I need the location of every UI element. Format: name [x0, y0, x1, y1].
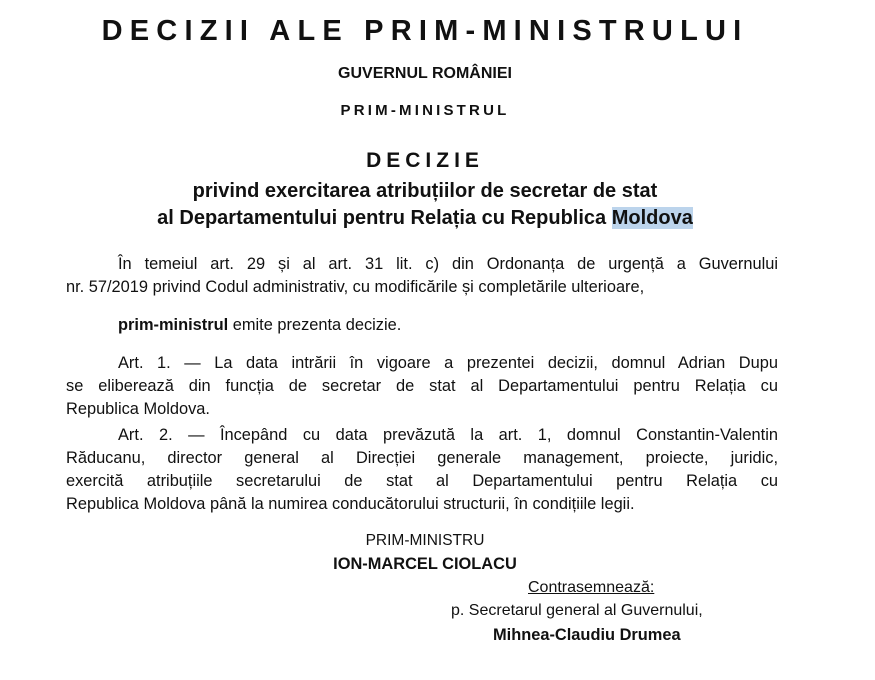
- article-2-line-1: Art. 2. — Începând cu data prevăzută la art. 1, domnul Constantin-Valentin: [118, 426, 778, 444]
- subject-line-2-text: al Departamentului pentru Relația cu Republica: [157, 207, 612, 229]
- signatory-name: ION-MARCEL CIOLACU: [333, 555, 517, 573]
- countersign-name: Mihnea-Claudiu Drumea: [493, 626, 681, 644]
- page-title: DECIZII ALE PRIM-MINISTRULUI: [101, 15, 749, 47]
- issuer-rest: emite prezenta decizie.: [228, 316, 402, 334]
- article-2: [66, 424, 778, 516]
- article-1: [66, 352, 778, 421]
- article-1-line-1: Art. 1. — La data intrării în vigoare a prezentei decizii, domnul Adrian Dupu: [118, 354, 778, 372]
- article-2-line-2: Răducanu, director general al Direcției generale management, proiecte, juridic,: [66, 449, 778, 467]
- decision-heading: DECIZIE: [366, 149, 484, 172]
- issuer-paragraph: [66, 314, 778, 337]
- subject-line-1: privind exercitarea atribuțiilor de secretar de stat: [192, 180, 658, 202]
- article-1-line-2: se eliberează din funcția de secretar de stat al Departamentului pentru Relația cu: [66, 377, 778, 395]
- preamble-line-1: În temeiul art. 29 și al art. 31 lit. c) din Ordonanța de urgență a Guvernului: [118, 255, 778, 273]
- selected-text-highlight[interactable]: Moldova: [611, 207, 693, 229]
- signatory-role: PRIM-MINISTRU: [365, 532, 485, 549]
- countersign-role: p. Secretarul general al Guvernului,: [451, 602, 703, 619]
- article-1-line-3: Republica Moldova.: [66, 400, 210, 418]
- countersign-label: Contrasemnează:: [528, 579, 655, 596]
- article-2-line-4: Republica Moldova până la numirea conducătorului structurii, în condițiile legii.: [66, 495, 635, 513]
- article-2-line-3: exercită atribuțiile secretarului de stat al Departamentului pentru Relația cu: [66, 472, 778, 490]
- issuer-bold: prim-ministrul: [118, 316, 229, 334]
- government-heading: GUVERNUL ROMÂNIEI: [338, 65, 512, 82]
- preamble-paragraph: [66, 253, 778, 299]
- preamble-line-2: nr. 57/2019 privind Codul administrativ, cu modificările și completările ulterioare,: [66, 278, 645, 296]
- subject-line-2: [0, 205, 850, 232]
- decision-subject: [0, 178, 850, 232]
- issuer-line: [66, 314, 778, 337]
- office-heading: PRIM-MINISTRUL: [340, 102, 510, 119]
